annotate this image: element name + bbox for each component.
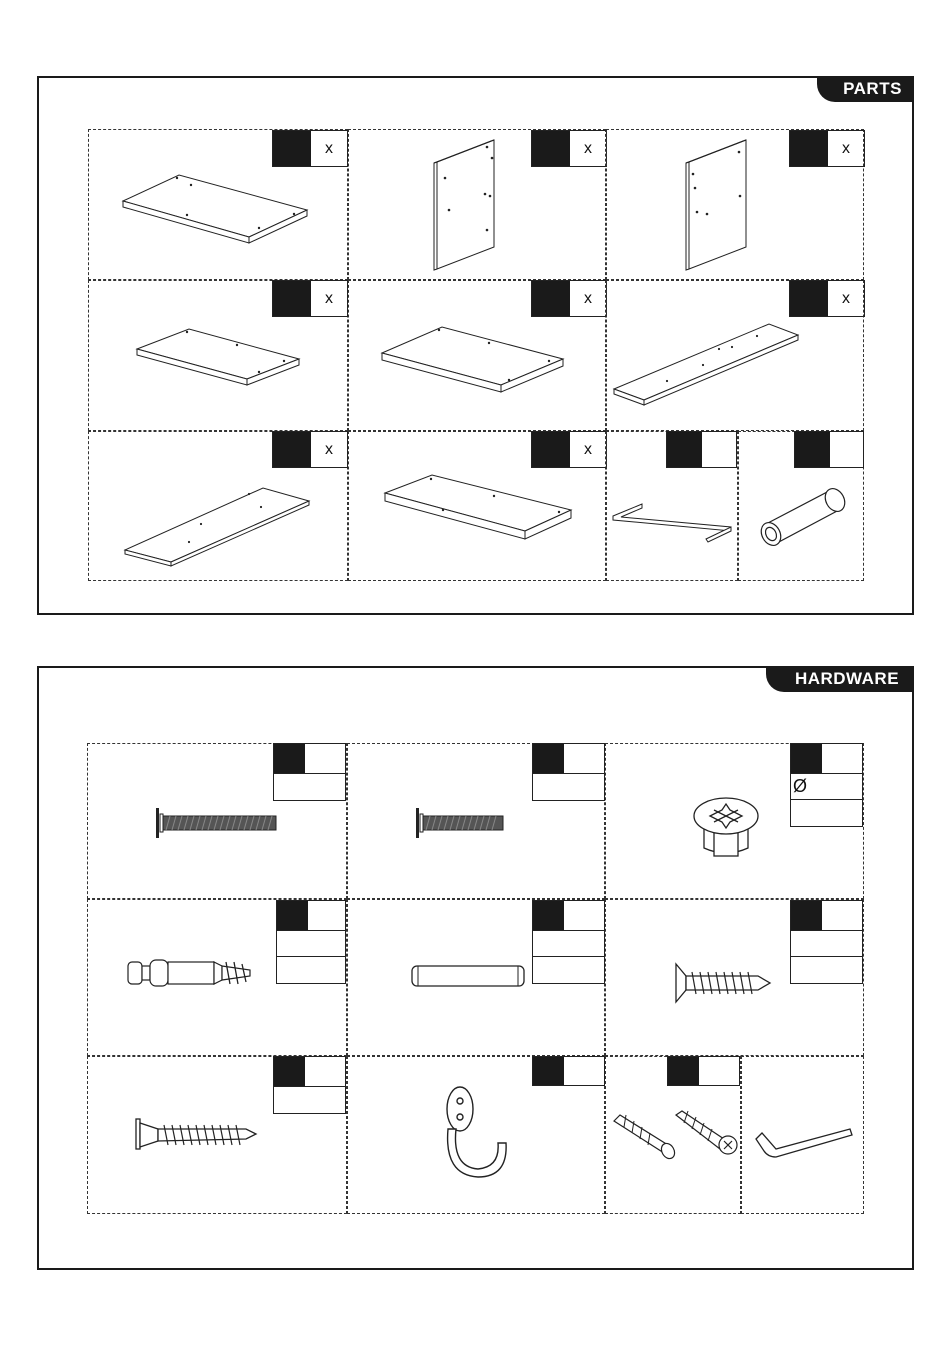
qty-box: x — [272, 431, 348, 468]
hw-qty-box — [790, 743, 863, 827]
qty-box — [666, 431, 737, 468]
qty-box: x — [531, 280, 607, 317]
qty-box: x — [272, 130, 348, 167]
qty-box: x — [272, 280, 348, 317]
hardware-tab: HARDWARE — [766, 666, 914, 692]
hw-qty-box — [790, 900, 863, 984]
qty-box — [794, 431, 864, 468]
qty-box: x — [789, 130, 865, 167]
hw-cell-allen-key — [741, 1056, 864, 1214]
parts-tab: PARTS — [817, 76, 914, 102]
hw-qty-box — [532, 1056, 605, 1086]
allen-key-illustration — [742, 1057, 865, 1215]
hw-qty-box — [667, 1056, 740, 1086]
hw-qty-box — [532, 743, 605, 801]
qty-box: x — [789, 280, 865, 317]
hw-qty-box — [273, 1056, 346, 1114]
hw-qty-box — [276, 900, 346, 984]
qty-box: x — [531, 431, 607, 468]
hw-qty-box — [532, 900, 605, 984]
qty-box: x — [531, 130, 607, 167]
hw-qty-box — [273, 743, 346, 801]
diameter-label: Ø — [791, 774, 862, 800]
